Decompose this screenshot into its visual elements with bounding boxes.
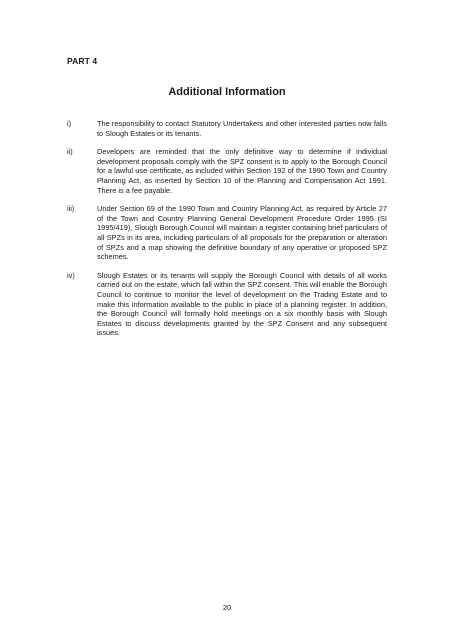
item-number: ii) xyxy=(67,147,73,157)
item-number: i) xyxy=(67,119,72,128)
list-item xyxy=(67,147,387,195)
item-number: iii) xyxy=(67,204,75,214)
item-text: Under Section 69 of the 1990 Town and Country Planning Act, as required by Article 27 of the Town and Country Planning General Development Procedure Order 1995 (SI 1995/419), Slough Borough Council will maintain a register containing brief particulars of all SPZs in its area, including particulars of all proposals for the preparation or alteration of SPZs and a map showing the definitive boundary of any operative or proposed SPZ schemes. xyxy=(97,204,387,262)
list-item xyxy=(67,271,387,338)
item-text: Developers are reminded that the only definitive way to determine if individual development proposals comply with the SPZ consent is to apply to the Borough Council for a lawful use certificate, as included within Section 192 of the 1990 Town and Country Planning Act, as inserted by Section 10 of the Planning and Compensation Act 1991. There is a fee payable. xyxy=(97,147,387,195)
item-number: iv) xyxy=(67,270,75,280)
item-text: Slough Estates or its tenants will supply the Borough Council with details of all works carried out on the estate, which fall within the SPZ consent. This will enable the Borough Council to continue to monitor the level of development on the Trading Estate and to make this information available to the public in place of a planning register. In addition, the Borough Council will formally hold meetings on a six monthly basis with Slough Estates to discuss developments granted by the SPZ Consent and any subsequent issues. xyxy=(97,270,387,338)
item-text: The responsibility to contact Statutory Undertakers and other interested parties now falls to Slough Estates or its tenants. xyxy=(97,119,387,138)
list-item xyxy=(67,119,387,138)
page-number: 20 xyxy=(222,603,232,612)
information-list xyxy=(67,119,387,347)
part-label: PART 4 xyxy=(67,56,98,66)
list-item xyxy=(67,204,387,262)
page-title: Additional Information xyxy=(168,86,286,98)
